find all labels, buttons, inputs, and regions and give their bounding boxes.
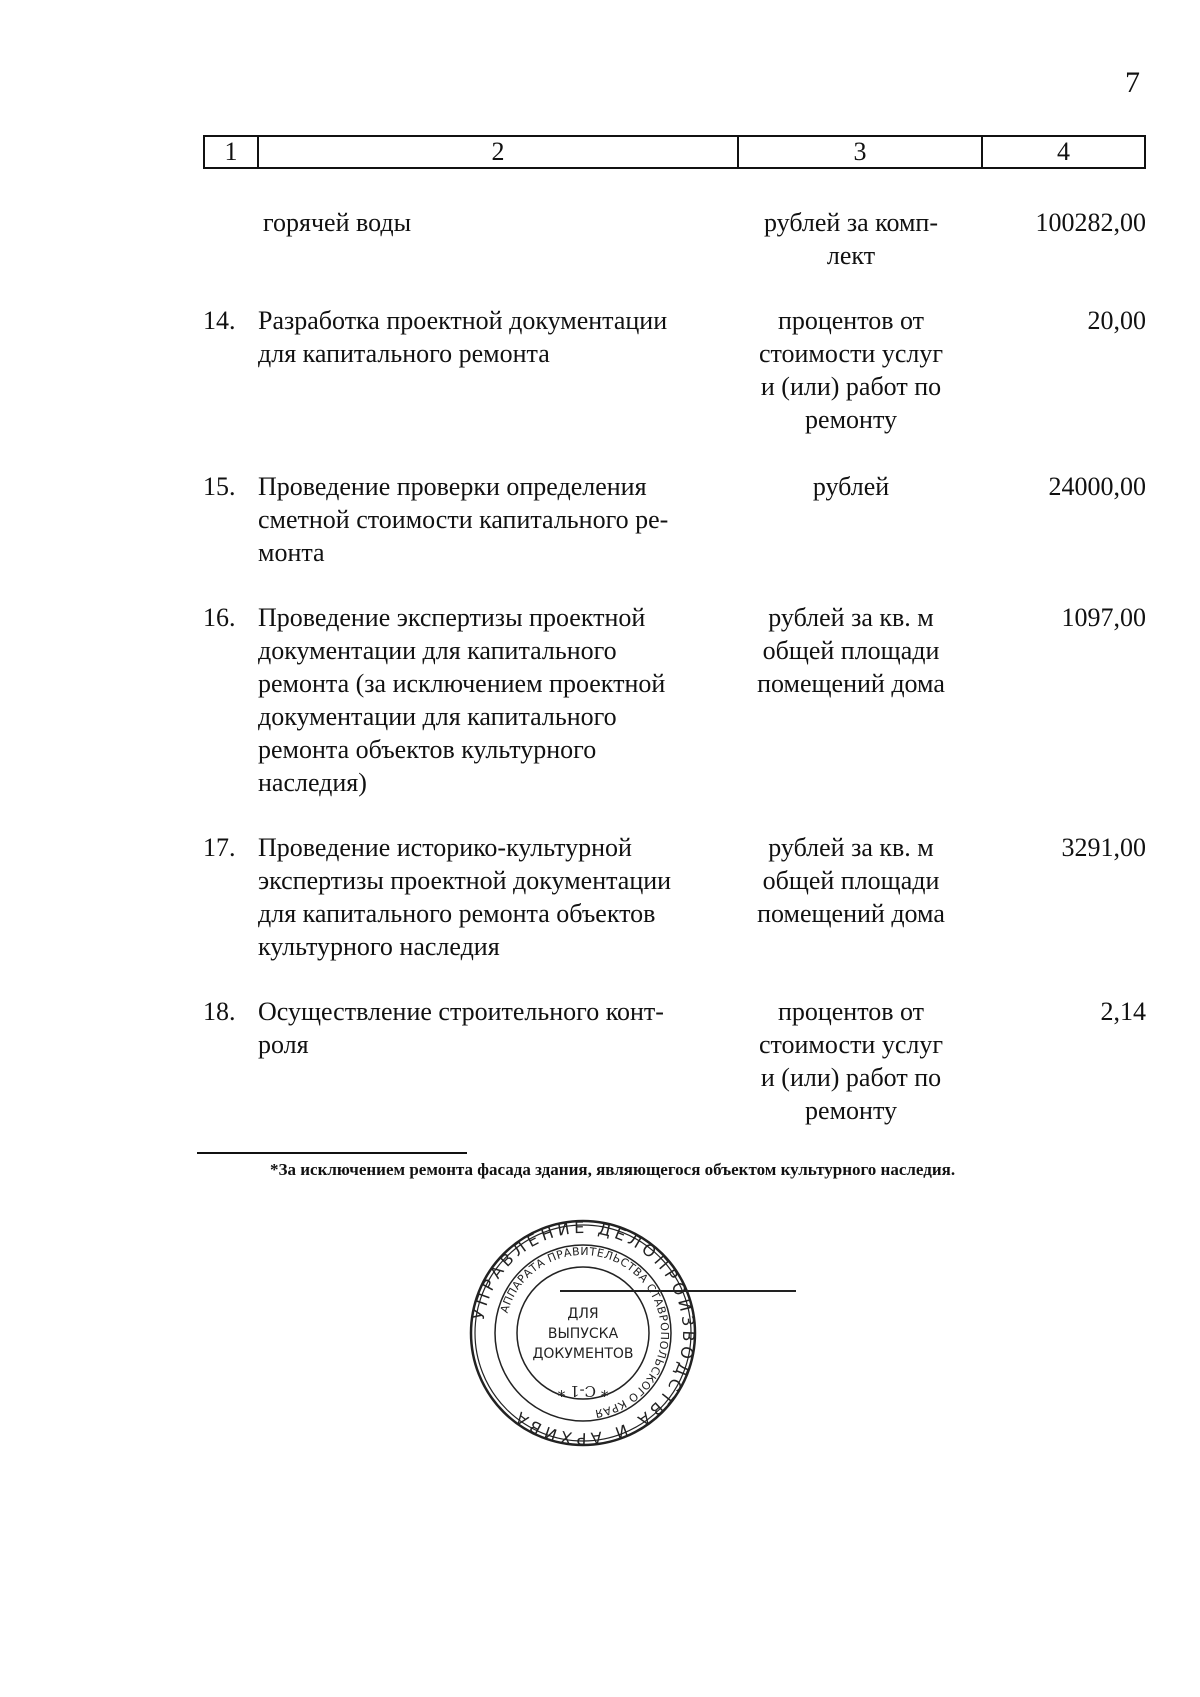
row-unit [741,470,961,503]
row-value: 24000,00 [1048,472,1146,501]
unit-line: стоимости услуг [758,1030,944,1059]
row-description [258,304,731,370]
description-line: для капитального ремонта объектов [258,899,656,928]
stamp-code: * С-1 * [557,1382,609,1400]
row-value: 2,14 [1100,997,1146,1026]
footnote-divider [197,1152,467,1154]
official-stamp [468,1218,698,1448]
stamp-center-line-1: ДЛЯ [567,1306,599,1322]
description-line: наследия) [258,768,367,797]
header-cell-4: 4 [1057,137,1070,166]
unit-line: и (или) работ по [760,372,942,401]
row-description [258,601,731,799]
row-description [258,831,731,963]
unit-line: процентов от [777,306,925,335]
description-line: документации для капитального [258,702,617,731]
row-number: 18. [203,997,236,1026]
row-description [263,206,736,239]
unit-line: рублей за комп- [764,208,938,237]
footnote: *За исключением ремонта фасада здания, являющегося объектом культурного наследия. [270,1160,956,1179]
description-line: Проведение проверки определения [258,472,647,501]
description-line: Осуществление строительного конт- [258,997,664,1026]
row-value: 3291,00 [1061,833,1146,862]
stamp-middle-text: АППАРАТА ПРАВИТЕЛЬСТВА СТАВРОПОЛЬСКОГО КРАЯ [497,1244,672,1421]
unit-line: ремонту [805,1096,897,1125]
description-line: монта [258,538,325,567]
row-number: 17. [203,833,236,862]
unit-line: ремонту [805,405,897,434]
row-description [258,995,731,1061]
header-cell-2: 2 [259,137,739,167]
description-line: культурного наследия [258,932,500,961]
row-unit [741,206,961,272]
row-value: 100282,00 [1035,208,1146,237]
unit-line: стоимости услуг [758,339,944,368]
description-line: документации для капитального [258,636,617,665]
stamp-outer-text: УПРАВЛЕНИЕ ДЕЛОПРОИЗВОДСТВА И АРХИВА [468,1218,698,1448]
description-line: Разработка проектной документации [258,306,668,335]
row-value: 20,00 [1087,306,1146,335]
row-number: 16. [203,603,236,632]
row-number: 15. [203,472,236,501]
row-description [258,470,731,569]
table-header [203,135,1146,169]
description-line: Проведение историко-культурной [258,833,632,862]
description-line: сметной стоимости капитального ре- [258,505,669,534]
header-cell-3: 3 [739,137,983,167]
unit-line: общей площади [762,636,940,665]
stamp-center-line-3: ДОКУМЕНТОВ [532,1346,634,1362]
description-line: ремонта объектов культурного [258,735,597,764]
row-value: 1097,00 [1061,603,1146,632]
description-line: ремонта (за исключением проектной [258,669,666,698]
description-line: роля [258,1030,309,1059]
description-line: горячей воды [263,208,412,237]
unit-line: рублей [812,472,890,501]
unit-line: общей площади [762,866,940,895]
row-number: 14. [203,306,236,335]
unit-line: рублей за кв. м [768,603,934,632]
unit-line: лект [826,241,876,270]
row-unit [741,601,961,700]
unit-line: помещений дома [757,899,945,928]
description-line: экспертизы проектной документации [258,866,672,895]
header-cell-1: 1 [205,137,259,167]
row-unit [741,995,961,1127]
row-unit [741,304,961,436]
row-unit [741,831,961,930]
description-line: Проведение экспертизы проектной [258,603,646,632]
stamp-center-line-2: ВЫПУСКА [547,1326,619,1342]
unit-line: рублей за кв. м [768,833,934,862]
description-line: для капитального ремонта [258,339,550,368]
page-number: 7 [1125,66,1140,99]
unit-line: и (или) работ по [760,1063,942,1092]
unit-line: помещений дома [757,669,945,698]
unit-line: процентов от [777,997,925,1026]
